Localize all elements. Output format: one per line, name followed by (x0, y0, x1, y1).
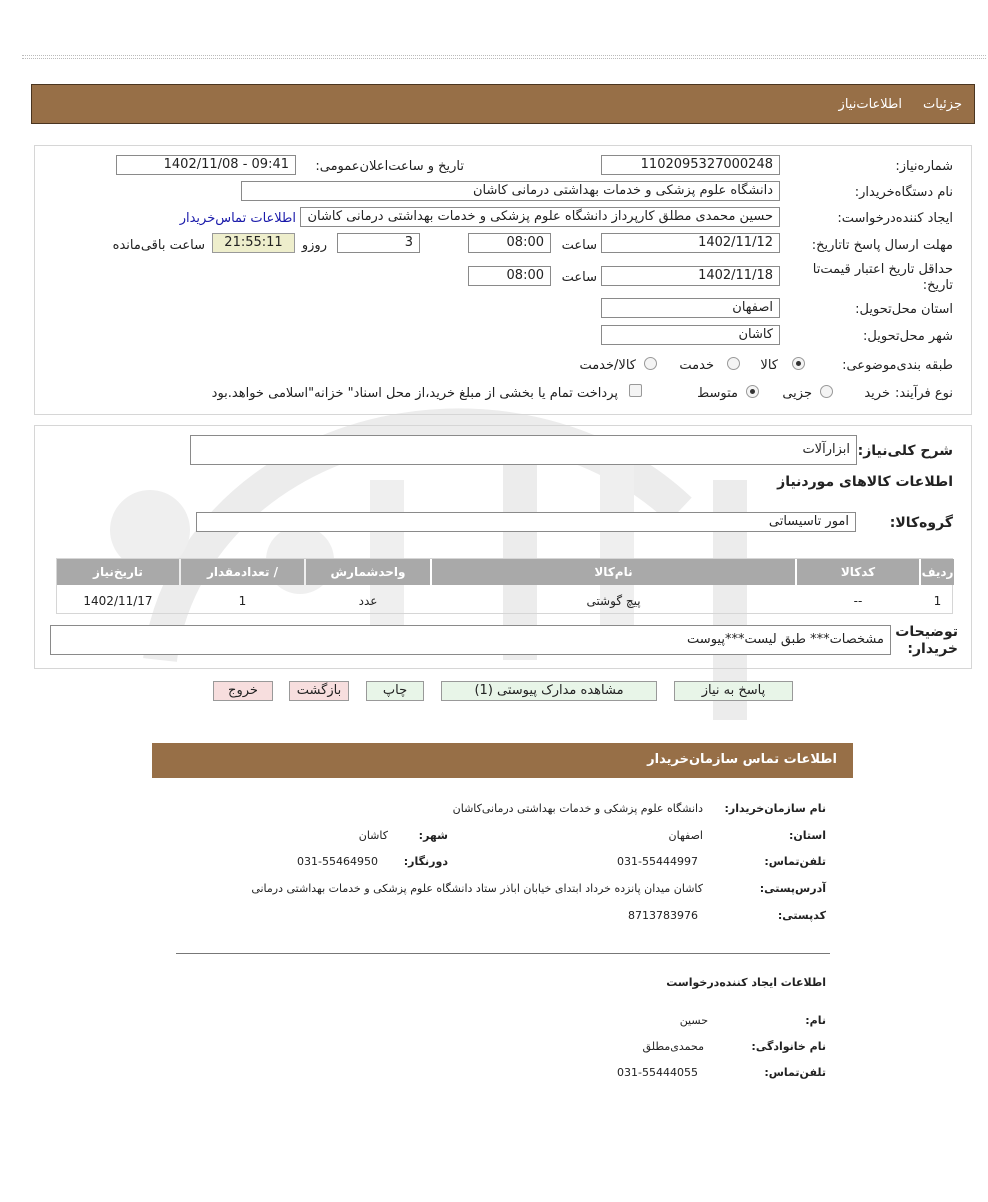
deadline-time-field: 08:00 (468, 233, 551, 253)
goods-info-heading: اطلاعات کالاهای موردنیاز (777, 474, 953, 490)
contact-province-label: استان: (789, 829, 826, 842)
province-field: اصفهان (601, 298, 780, 318)
buyer-notes-label-1: توضیحات (895, 624, 958, 640)
deadline-time-label: ساعت (561, 238, 597, 253)
creator-field: حسین محمدی مطلق کارپرداز دانشگاه علوم پزشکی و خدمات بهداشتی درمانی کاشان (300, 207, 780, 227)
creator-label: ایجاد کننده‌درخواست: (837, 211, 953, 226)
tab-details[interactable]: جزئیات (923, 97, 962, 112)
contact-city-value: کاشان (358, 829, 388, 842)
buyer-contact-title: اطلاعات تماس سازمان‌خریدار (647, 752, 837, 767)
reply-button[interactable]: پاسخ به نیاز (674, 681, 793, 701)
process-medium-radio[interactable] (746, 385, 759, 398)
general-desc-field: ابزارآلات (190, 435, 857, 465)
contact-postal-label: کد‌پستی: (777, 909, 826, 922)
general-desc-label: شرح کلی‌نیاز: (857, 443, 953, 459)
need-number-field: 1102095327000248 (601, 155, 780, 175)
creator-family-value: محمدی‌مطلق (642, 1040, 704, 1053)
table-cell-row-no: 1 (933, 594, 942, 608)
org-name-value: دانشگاه علوم پزشکی و خدمات بهداشتی درمانی‌کاشان (452, 802, 703, 815)
category-goods-radio[interactable] (792, 357, 805, 370)
category-both-radio[interactable] (644, 357, 657, 370)
table-header-quantity: تعداد‌مقدار / (181, 559, 304, 585)
creator-phone-value: 031-55444055 (617, 1066, 698, 1079)
process-partial-label: جزیی (782, 386, 812, 401)
contact-postal-value: 8713783976 (628, 909, 698, 922)
province-label: استان محل‌تحویل: (855, 302, 953, 317)
treasury-payment-checkbox[interactable] (629, 384, 642, 397)
org-name-label: نام سازمان‌خریدار: (724, 802, 826, 815)
category-label: طبقه بندی‌موضوعی: (842, 358, 953, 373)
contact-fax-label: دورنگار: (403, 855, 448, 868)
day-word-label: روزو (301, 238, 327, 253)
table-cell-name: پیچ گوشتی (586, 594, 641, 608)
buyer-org-field: دانشگاه علوم پزشکی و خدمات بهداشتی درمانی کاشان (241, 181, 780, 201)
table-header-row-no: ردیف (921, 559, 954, 585)
contact-address-label: آدرس‌پستی: (759, 882, 826, 895)
table-header-need-date: تاریخ‌نیاز (57, 559, 179, 585)
creator-phone-label: تلفن‌تماس: (764, 1066, 826, 1079)
goods-table (56, 558, 953, 614)
validity-time-label: ساعت (561, 270, 597, 285)
buyer-org-label: نام دستگاه‌خریدار: (854, 185, 953, 200)
category-both-label: کالا/خدمت (579, 358, 636, 373)
top-divider (22, 55, 986, 56)
announce-label: تاریخ و ساعت‌اعلان‌عمومی: (315, 159, 464, 174)
contact-city-label: شهر: (418, 829, 448, 842)
table-header-code: کدکالا (797, 559, 919, 585)
contact-phone-value: 031-55444997 (617, 855, 698, 868)
contact-fax-value: 031-55464950 (297, 855, 378, 868)
creator-name-label: نام: (805, 1014, 826, 1027)
exit-button[interactable]: خروج (213, 681, 273, 701)
table-cell-need-date: 1402/11/17 (83, 594, 153, 608)
process-buy-label: خرید (864, 386, 890, 401)
creator-info-title: اطلاعات ایجاد کننده‌درخواست (666, 976, 826, 989)
goods-group-field: امور تاسیساتی (196, 512, 856, 532)
table-cell-quantity: 1 (238, 594, 247, 608)
creator-name-value: حسین (679, 1014, 708, 1027)
goods-group-label: گروه‌کالا: (889, 515, 953, 531)
buyer-notes-field: مشخصات*** طبق لیست***پیوست (50, 625, 891, 655)
validity-label-2: تاریخ: (922, 278, 953, 293)
top-divider-2 (22, 58, 986, 59)
buyer-contact-link[interactable]: اطلاعات تماس‌خریدار (179, 211, 296, 226)
category-service-label: خدمت (679, 358, 714, 373)
table-cell-code: -- (853, 594, 863, 608)
validity-time-field: 08:00 (468, 266, 551, 286)
creator-family-label: نام خانوادگی: (751, 1040, 826, 1053)
contact-province-value: اصفهان (668, 829, 703, 842)
category-service-radio[interactable] (727, 357, 740, 370)
validity-label-1: حداقل تاریخ اعتبار قیمت‌تا (812, 262, 953, 277)
back-button[interactable]: بازگشت (289, 681, 349, 701)
buyer-contact-bar (152, 743, 853, 778)
table-header-name: نام‌کالا (432, 559, 795, 585)
days-remaining-field: 3 (337, 233, 420, 253)
buyer-notes-label-2: خریدار: (907, 641, 958, 657)
remaining-timer: 21:55:11 (212, 233, 295, 253)
process-label: نوع فرآیند: (895, 386, 953, 401)
announce-field: 1402/11/08 - 09:41 (116, 155, 296, 175)
contact-divider (176, 953, 830, 954)
details-header-bar (31, 84, 975, 124)
view-attachments-button[interactable]: مشاهده مدارک پیوستی (1) (441, 681, 657, 701)
table-cell-unit: عدد (358, 594, 378, 608)
deadline-label: مهلت ارسال پاسخ تا‌تاریخ: (811, 238, 953, 253)
city-label: شهر محل‌تحویل: (863, 329, 953, 344)
tab-need-info[interactable]: اطلاعات‌نیاز (838, 97, 902, 112)
table-header-unit: واحدشمارش (306, 559, 430, 585)
category-goods-label: کالا (760, 358, 778, 373)
city-field: کاشان (601, 325, 780, 345)
contact-phone-label: تلفن‌تماس: (764, 855, 826, 868)
deadline-date-field: 1402/11/12 (601, 233, 780, 253)
treasury-payment-note: پرداخت تمام یا بخشی از مبلغ خرید،از محل اسناد" خزانه"اسلامی خواهد.بود (211, 386, 618, 401)
need-number-label: شماره‌نیاز: (895, 159, 953, 174)
process-partial-radio[interactable] (820, 385, 833, 398)
remaining-label: ساعت باقی‌مانده (112, 238, 205, 253)
process-medium-label: متوسط (697, 386, 738, 401)
contact-address-value: کاشان میدان پانزده خرداد ابتدای خیابان اباذر ستاد دانشگاه علوم پزشکی و خدمات بهداشتی درمانی (251, 882, 703, 895)
print-button[interactable]: چاپ (366, 681, 424, 701)
validity-date-field: 1402/11/18 (601, 266, 780, 286)
